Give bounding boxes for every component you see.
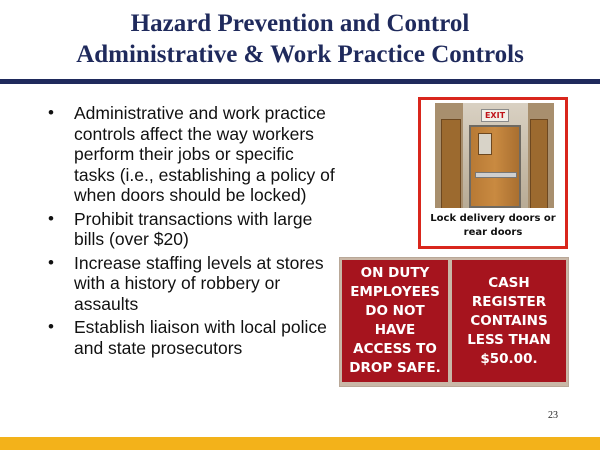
bullet-item: • Establish liaison with local police and state prosecutors: [48, 317, 338, 358]
exit-sign: EXIT: [481, 109, 509, 122]
rear-door: [469, 125, 521, 208]
title-line-1: Hazard Prevention and Control: [130, 10, 470, 37]
title-divider: [0, 79, 600, 84]
photo-caption: Lock delivery doors or rear doors: [430, 213, 556, 238]
slide-title: [0, 8, 600, 70]
bullet-item: • Increase staffing levels at stores with a history of robbery or assaults: [48, 253, 338, 315]
bullet-list: [48, 103, 338, 361]
page-number: 23: [548, 410, 558, 421]
door-push-bar: [475, 172, 517, 178]
cash-register-sign: CASH REGISTER CONTAINS LESS THAN $50.00.: [452, 260, 566, 382]
door-window: [478, 133, 492, 155]
door-photo-box: [418, 97, 568, 249]
side-door-left: [441, 119, 461, 208]
bullet-item: • Prohibit transactions with large bills (over $20): [48, 209, 338, 250]
side-door-right: [530, 119, 548, 208]
warning-signs-photo: [340, 258, 568, 386]
bullet-item: • Administrative and work practice controls affect the way workers perform their jobs or specific tasks (i.e., establishing a policy of when doors should be locked): [48, 103, 338, 206]
drop-safe-sign: ON DUTY EMPLOYEES DO NOT HAVE ACCESS TO DROP SAFE.: [342, 260, 448, 382]
door-photo: [435, 103, 554, 208]
title-line-2: Administrative & Work Practice Controls: [76, 41, 524, 68]
footer-bar: [0, 437, 600, 450]
